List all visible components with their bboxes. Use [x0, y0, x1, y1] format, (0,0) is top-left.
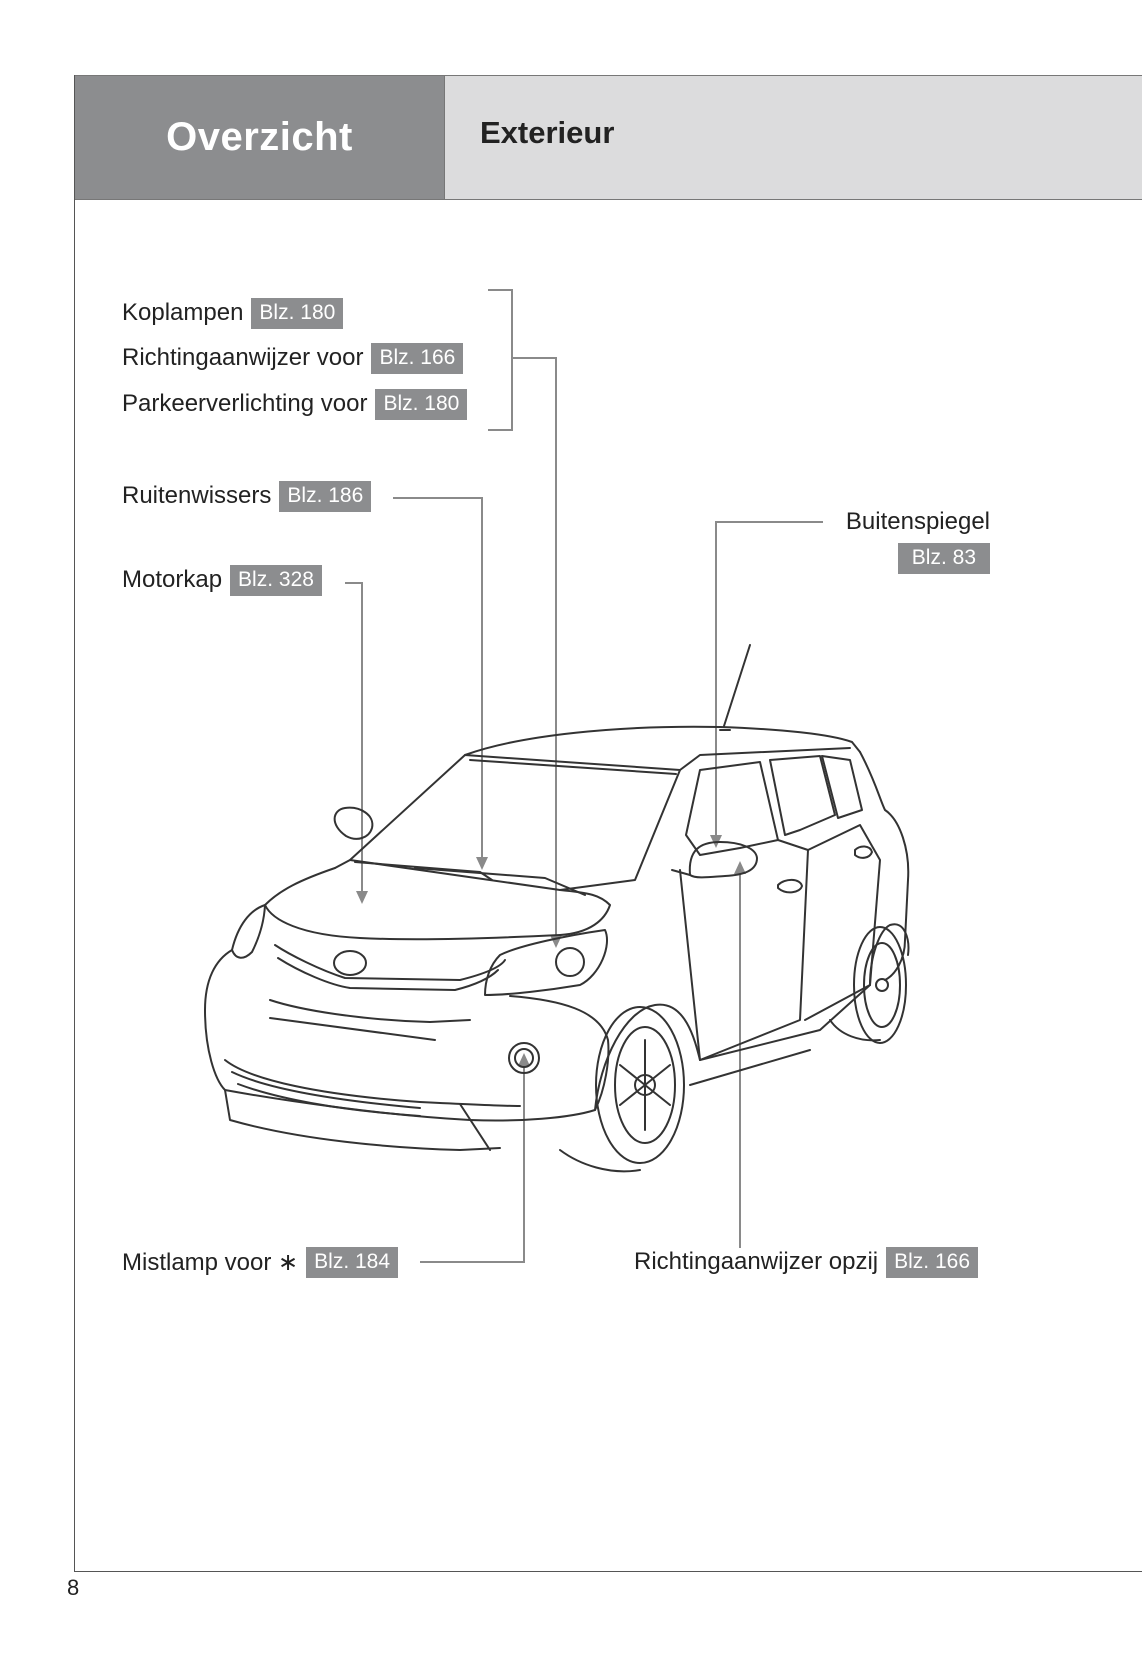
section-tab: Overzicht: [75, 76, 445, 199]
callout-label: Richtingaanwijzer voor: [122, 344, 364, 371]
arrow-foglamp: [518, 1053, 530, 1066]
callout-koplampen: [122, 297, 343, 329]
callout-richtingaanwijzer-opzij: [634, 1246, 978, 1278]
page-ref-badge[interactable]: Blz. 184: [306, 1247, 398, 1278]
arrow-wipers: [476, 857, 488, 870]
side-mirror: [690, 842, 757, 877]
page-ref-badge[interactable]: Blz. 83: [898, 543, 990, 574]
callout-label: Buitenspiegel: [845, 508, 990, 535]
callout-label: Richtingaanwijzer opzij: [634, 1248, 879, 1275]
callout-buitenspiegel: [846, 508, 990, 574]
rear-door: [805, 825, 880, 1020]
leader-foglamp: [420, 1060, 524, 1262]
front-wheel: [596, 1007, 684, 1163]
rear-wheel: [854, 927, 906, 1043]
leader-bracket-headlamp: [488, 290, 512, 430]
page-ref-badge[interactable]: Blz. 180: [251, 298, 343, 329]
callout-motorkap: [122, 564, 322, 596]
leader-headlamp: [512, 358, 556, 940]
hood: [265, 868, 610, 939]
page-ref-badge[interactable]: Blz. 166: [371, 343, 463, 374]
headlamp-left: [232, 905, 265, 958]
emblem: [334, 951, 366, 975]
callout-mistlamp-voor: [122, 1246, 398, 1278]
callout-label: Mistlamp voor ∗: [122, 1248, 299, 1276]
side-window-front: [686, 762, 778, 855]
page-ref-badge[interactable]: Blz. 186: [279, 481, 371, 512]
windshield: [350, 755, 680, 890]
leader-hood: [345, 583, 362, 896]
callout-ruitenwissers: [122, 480, 371, 512]
antenna: [724, 645, 750, 726]
callout-label: Koplampen: [122, 299, 244, 326]
page-ref-badge[interactable]: Blz. 166: [886, 1247, 978, 1278]
arrow-hood: [356, 891, 368, 904]
page-number: 8: [67, 1575, 80, 1600]
section-title: Exterieur: [480, 114, 615, 150]
lower-grille: [225, 1060, 520, 1106]
page-ref-badge[interactable]: Blz. 180: [375, 389, 467, 420]
callout-label: Motorkap: [122, 566, 223, 593]
callout-label: Parkeerverlichting voor: [122, 390, 368, 417]
page-ref-badge[interactable]: Blz. 328: [230, 565, 322, 596]
leader-mirror: [716, 522, 823, 840]
callout-parkeerverlichting-voor: [122, 388, 467, 420]
callout-richtingaanwijzer-voor: [122, 342, 463, 374]
callout-label: Ruitenwissers: [122, 482, 272, 509]
